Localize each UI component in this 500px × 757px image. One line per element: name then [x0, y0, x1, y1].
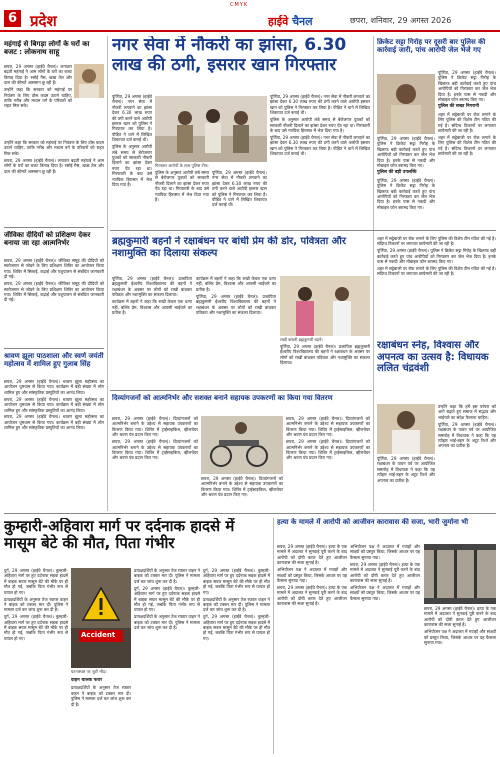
paragraph: छपरा, 29 अगस्त (हाईवे चैनल)। लगातार बढ़ती महंगाई ने आम लोगों के घरों का बजट बिगाड़ दिया है। रसोई गैस, खाद्य तेल और दाल की कीमतें आसमान छू रही हैं। — [4, 64, 72, 86]
murder-body-col2 — [350, 544, 420, 753]
mid-photo-caption: राखी बांधती ब्रह्मकुमारी बहनें। — [280, 337, 323, 342]
paragraph: पूर्णिया, 29 अगस्त (हाईवे चैनल)। पुलिस ने क्रिकेट सट्टा गिरोह के खिलाफ बड़ी कार्रवाई करते हुए पांच आरोपियों को गिरफ्तार कर जेल भेज दिया है। इनके पास से नकदी और मोबाइल फोन बरामद किए गए। — [377, 248, 496, 265]
accident-photo-label: Accident — [81, 631, 116, 639]
divyang-body-col1 — [112, 416, 198, 510]
paragraph: पूर्णिया, 29 अगस्त (हाईवे चैनल)। पुलिस ने क्रिकेट सट्टा गिरोह के खिलाफ बड़ी कार्रवाई करते हुए पांच आरोपियों को गिरफ्तार कर जेल भेज दिया है। इनके पास से नकदी और मोबाइल फोन बरामद किए गए। — [377, 136, 435, 169]
paragraph: पूर्णिया, 29 अगस्त (हाईवे चैनल)। नगर सेवा में नौकरी लगवाने का झांसा देकर 6.30 लाख रुपए की ठगी करने वाले आरोपी इसरार खान को पुलिस ने गिरफ्तार कर लिया है। पीड़ित ने थाने में लिखित शिकायत दर्ज कराई थी। — [270, 94, 370, 116]
subheading: वाहन चालक फरार — [71, 678, 103, 683]
mid-photo — [280, 276, 370, 336]
mid-headline: ब्रह्मकुमारी बहनों ने रक्षाबंधन पर बांधी प्रेम की डोर, पवित्रता और नशामुक्ति का दिलाया संकल्प — [112, 236, 346, 259]
paragraph: शहर में सट्टेबाजी पर रोक लगाने के लिए पुलिस की विशेष टीम गठित की गई है। संदिग्ध ठिकानों पर लगातार छापेमारी की जा रही है। — [377, 266, 496, 277]
paragraph: छपरा, 29 अगस्त (हाईवे चैनल)। दिव्यांगजनों को आत्मनिर्भर बनाने के उद्देश्य से सहायक उपकरणों का वितरण किया गया। शिविर में ट्राईसाइकिल, व्हीलचेयर और श्रवण यंत्र प्रदान किए गए। — [112, 416, 198, 438]
left-top-body-cont — [4, 140, 104, 225]
paragraph: पूर्णिया, 29 अगस्त (हाईवे चैनल)। पुलिस ने क्रिकेट सट्टा गिरोह के खिलाफ बड़ी कार्रवाई करते हुए पांच आरोपियों को गिरफ्तार कर जेल भेज दिया है। इनके पास से नकदी और मोबाइल फोन बरामद किए गए। — [438, 70, 496, 103]
column-rule — [107, 36, 108, 511]
raksha-body-col2 — [438, 404, 496, 510]
paragraph: छपरा, 29 अगस्त (हाईवे चैनल)। हत्या के एक मामले में अदालत ने सुनवाई पूरी करने के बाद आरोपी को दोषी करार देते हुए आजीवन कारावास की सजा सुनाई है। — [277, 584, 347, 607]
paragraph: पूर्णिया, 29 अगस्त (हाईवे चैनल)। रक्षाबंधन के पावन पर्व पर आयोजित समारोह में विधायक ने कहा कि यह त्योहार भाई-बहन के अटूट रिश्ते और अपनत्व का प्रतीक है। — [438, 421, 496, 449]
paragraph: छपरा, 29 अगस्त (हाईवे चैनल)। जीविका समूह की दीदियों को स्वरोजगार से जोड़ने के लिए प्रशिक्षण शिविर का आयोजन किया गया। शिविर में सिलाई, कढ़ाई और पशुपालन से संबंधित जानकारी दी गई। — [4, 281, 104, 303]
divyang-photo — [201, 416, 283, 474]
accident-headline: कुम्हारी-अहिवारा मार्ग पर दर्दनाक हादसे में मासूम बेटे की मौत, पिता गंभीर — [4, 518, 235, 553]
left-bottom-headline: श्रावण झूला पाठशाला और स्वर्ण जयंती महोत्सव में शामिल हुए गुलाब सिंह — [4, 352, 104, 369]
paragraph: कार्यक्रम में बहनों ने कहा कि राखी केवल एक धागा नहीं, बल्कि प्रेम, विश्वास और आपसी भाईचारे का प्रतीक है। — [196, 276, 276, 292]
brand-logo — [268, 14, 313, 29]
murder-body-col1 — [277, 544, 347, 753]
paragraph: छपरा, 29 अगस्त (हाईवे चैनल)। श्रावण झूला महोत्सव का आयोजन धूमधाम से किया गया। कार्यक्रम में बड़ी संख्या में लोग शामिल हुए और सांस्कृतिक प्रस्तुतियों का आनंद लिया। — [4, 379, 104, 395]
lead-body-col2 — [155, 170, 209, 226]
raksha-headline: रक्षाबंधन स्नेह, विश्वास और अपनत्व का उत्सव है: विधायक ललित चंद्रवंशी — [377, 340, 489, 374]
paragraph: प्रत्यक्षदर्शियों के अनुसार तेज रफ्तार वाहन ने बाइक को टक्कर मार दी। पुलिस ने मामला दर्ज कर जांच शुरू कर दी है। — [203, 596, 270, 613]
brand-part-b: चैनल — [292, 15, 313, 28]
paragraph: शहर में सट्टेबाजी पर रोक लगाने के लिए पुलिस की विशेष टीम गठित की गई है। संदिग्ध ठिकानों पर लगातार छापेमारी की जा रही है। — [438, 111, 496, 134]
paragraph: अभियोजन पक्ष ने अदालत में गवाहों और साक्ष्यों को प्रस्तुत किया, जिसके आधार पर यह फैसला सुनाया गया। — [277, 567, 347, 583]
murder-photo — [424, 544, 496, 604]
accident-body-col2 — [71, 676, 131, 753]
mid-body-col3 — [280, 344, 370, 386]
column-rule — [373, 36, 374, 236]
paragraph: छपरा, 29 अगस्त (हाईवे चैनल)। श्रावण झूला महोत्सव का आयोजन धूमधाम से किया गया। कार्यक्रम में बड़ी संख्या में लोग शामिल हुए और सांस्कृतिक प्रस्तुतियों का आनंद लिया। — [4, 414, 104, 431]
paragraph: पूर्णिया, 29 अगस्त (हाईवे चैनल)। प्रजापिता ब्रह्मकुमारी ईश्वरीय विश्वविद्यालय की बहनों ने रक्षाबंधन के अवसर पर लोगों को राखी बांधकर पवित्रता और नशामुक्ति का संकल्प दिलाया। — [196, 293, 276, 315]
divider — [110, 390, 372, 391]
subheading: पुलिस की बड़ी उपलब्धि — [377, 170, 417, 176]
paragraph: पुलिस के अनुसार आरोपी लंबे समय से बेरोजगार युवकों को सरकारी नौकरी दिलाने का झांसा देकर रुपए ऐंठ रहा था। गिरफ्तारी के बाद उसे न्यायिक हिरासत में भेज दिया गया है। — [155, 170, 209, 203]
left-top-body — [4, 64, 72, 138]
paragraph: उन्होंने कहा कि सरकार को महंगाई पर नियंत्रण के लिए ठोस कदम उठाने चाहिए, ताकि गरीब और मध्यम वर्ग के परिवारों को राहत मिल सके। — [4, 87, 72, 109]
lead-body-col3 — [212, 170, 267, 226]
paragraph: पूर्णिया, 29 अगस्त (हाईवे चैनल)। प्रजापिता ब्रह्मकुमारी ईश्वरीय विश्वविद्यालय की बहनों ने रक्षाबंधन के अवसर पर लोगों को राखी बांधकर पवित्रता और नशामुक्ति का संकल्प दिलाया। — [280, 344, 370, 366]
paragraph: दुर्ग, 29 अगस्त (हाईवे चैनल)। कुम्हारी-अहिवारा मार्ग पर हुए दर्दनाक सड़क हादसे में बाइक सवार मासूम बेटे की मौके पर ही मौत हो गई, जबकि पिता गंभीर रूप से घायल हो गए। — [4, 568, 68, 595]
paragraph: छपरा, 29 अगस्त (हाईवे चैनल)। जीविका समूह की दीदियों को स्वरोजगार से जोड़ने के लिए प्रशिक्षण शिविर का आयोजन किया गया। शिविर में सिलाई, कढ़ाई और पशुपालन से संबंधित जानकारी दी गई। — [4, 258, 104, 280]
paragraph: उन्होंने कहा कि सरकार को महंगाई पर नियंत्रण के लिए ठोस कदम उठाने चाहिए, ताकि गरीब और मध्यम वर्ग के परिवारों को राहत मिल सके। — [4, 140, 104, 156]
lead-photo — [155, 96, 267, 162]
paragraph: छपरा, 29 अगस्त (हाईवे चैनल)। दिव्यांगजनों को आत्मनिर्भर बनाने के उद्देश्य से सहायक उपकरणों का वितरण किया गया। शिविर में ट्राईसाइकिल, व्हीलचेयर और श्रवण यंत्र प्रदान किए गए। — [201, 476, 283, 498]
paragraph: छपरा, 29 अगस्त (हाईवे चैनल)। दिव्यांगजनों को आत्मनिर्भर बनाने के उद्देश्य से सहायक उपकरणों का वितरण किया गया। शिविर में ट्राईसाइकिल, व्हीलचेयर और श्रवण यंत्र प्रदान किए गए। — [286, 416, 370, 438]
accident-photo-caption: घटनास्थल पर जुटी भीड़। — [71, 669, 107, 674]
press-mark: CMYK — [230, 2, 249, 8]
right-top-headline: क्रिकेट सट्टा गिरोह पर दूसरी बार पुलिस की कार्रवाई जारी, पांच आरोपी जेल भेजे गए — [377, 38, 486, 55]
accident-body-col3 — [134, 568, 200, 753]
page-number: 6 — [4, 10, 21, 27]
paragraph: छपरा, 29 अगस्त (हाईवे चैनल)। हत्या के एक मामले में अदालत ने सुनवाई पूरी करने के बाद आरोपी को दोषी करार देते हुए आजीवन कारावास की सजा सुनाई है। — [424, 606, 496, 628]
lead-headline: नगर सेवा में नौकरी का झांसा, 6.30 लाख की ठगी, इसरार खान गिरफ्तार — [112, 36, 347, 75]
paragraph: पूर्णिया, 29 अगस्त (हाईवे चैनल)। पुलिस ने क्रिकेट सट्टा गिरोह के खिलाफ बड़ी कार्रवाई करते हुए पांच आरोपियों को गिरफ्तार कर जेल भेज दिया है। इनके पास से नकदी और मोबाइल फोन बरामद किए गए। — [377, 177, 435, 210]
paragraph: पूर्णिया, 29 अगस्त (हाईवे चैनल)। नगर सेवा में नौकरी लगवाने का झांसा देकर 6.30 लाख रुपए की ठगी करने वाले आरोपी इसरार खान को पुलिस ने गिरफ्तार कर लिया है। पीड़ित ने थाने में लिखित शिकायत दर्ज कराई थी। — [212, 170, 267, 208]
paragraph: दुर्ग, 29 अगस्त (हाईवे चैनल)। कुम्हारी-अहिवारा मार्ग पर हुए दर्दनाक सड़क हादसे में बाइक सवार मासूम बेटे की मौके पर ही मौत हो गई, जबकि पिता गंभीर रूप से घायल हो गए। — [134, 585, 200, 613]
raksha-photo — [377, 404, 435, 454]
right-top-body-col2 — [438, 70, 496, 230]
paragraph: पूर्णिया, 29 अगस्त (हाईवे चैनल)। प्रजापिता ब्रह्मकुमारी ईश्वरीय विश्वविद्यालय की बहनों ने रक्षाबंधन के अवसर पर लोगों को राखी बांधकर पवित्रता और नशामुक्ति का संकल्प दिलाया। — [112, 276, 192, 298]
paragraph: छपरा, 29 अगस्त (हाईवे चैनल)। दिव्यांगजनों को आत्मनिर्भर बनाने के उद्देश्य से सहायक उपकरणों का वितरण किया गया। शिविर में ट्राईसाइकिल, व्हीलचेयर और श्रवण यंत्र प्रदान किए गए। — [112, 439, 198, 461]
mid-body-col2 — [196, 276, 276, 386]
paragraph: कार्यक्रम में बहनों ने कहा कि राखी केवल एक धागा नहीं, बल्कि प्रेम, विश्वास और आपसी भाईचारे का प्रतीक है। — [112, 299, 192, 315]
paragraph: अभियोजन पक्ष ने अदालत में गवाहों और साक्ष्यों को प्रस्तुत किया, जिसके आधार पर यह फैसला सुनाया गया। — [424, 629, 496, 645]
paragraph: छपरा, 29 अगस्त (हाईवे चैनल)। लगातार बढ़ती महंगाई ने आम लोगों के घरों का बजट बिगाड़ दिया है। रसोई गैस, खाद्य तेल और दाल की कीमतें आसमान छू रही हैं। — [4, 157, 104, 174]
sidebar-title: पुलिस की सख्त निगरानी — [438, 104, 479, 110]
dateline: छपरा, शनिवार, 29 अगस्त 2026 — [350, 16, 452, 25]
paragraph: प्रत्यक्षदर्शियों के अनुसार तेज रफ्तार वाहन ने बाइक को टक्कर मार दी। पुलिस ने मामला दर्ज कर जांच शुरू कर दी है। — [134, 614, 200, 631]
left-top-photo — [74, 64, 104, 98]
accident-body-col1 — [4, 568, 68, 753]
paragraph: शहर में सट्टेबाजी पर रोक लगाने के लिए पुलिस की विशेष टीम गठित की गई है। संदिग्ध ठिकानों पर लगातार छापेमारी की जा रही है। — [377, 236, 496, 247]
paragraph: पूर्णिया, 29 अगस्त (हाईवे चैनल)। नगर सेवा में नौकरी लगवाने का झांसा देकर 6.30 लाख रुपए की ठगी करने वाले आरोपी इसरार खान को पुलिस ने गिरफ्तार कर लिया है। पीड़ित ने थाने में लिखित शिकायत दर्ज कराई थी। — [112, 94, 152, 143]
paragraph: अभियोजन पक्ष ने अदालत में गवाहों और साक्ष्यों को प्रस्तुत किया, जिसके आधार पर यह फैसला सुनाया गया। — [350, 584, 420, 601]
divyang-body-col2 — [201, 476, 283, 510]
right-top-body-col1 — [377, 136, 435, 230]
lead-photo-caption: गिरफ्तार आरोपी के साथ पुलिस टीम। — [155, 163, 209, 168]
divider — [110, 230, 496, 231]
right-top-photo — [377, 74, 435, 134]
paragraph: प्रत्यक्षदर्शियों के अनुसार तेज रफ्तार वाहन ने बाइक को टक्कर मार दी। पुलिस ने मामला दर्ज कर जांच शुरू कर दी है। — [134, 568, 200, 584]
masthead — [0, 8, 500, 32]
paragraph: दुर्ग, 29 अगस्त (हाईवे चैनल)। कुम्हारी-अहिवारा मार्ग पर हुए दर्दनाक सड़क हादसे में बाइक सवार मासूम बेटे की मौके पर ही मौत हो गई, जबकि पिता गंभीर रूप से घायल हो गए। — [4, 614, 68, 641]
paragraph: दुर्ग, 29 अगस्त (हाईवे चैनल)। कुम्हारी-अहिवारा मार्ग पर हुए दर्दनाक सड़क हादसे में बाइक सवार मासूम बेटे की मौके पर ही मौत हो गई, जबकि पिता गंभीर रूप से घायल हो गए। — [203, 568, 270, 595]
paragraph: दुर्ग, 29 अगस्त (हाईवे चैनल)। कुम्हारी-अहिवारा मार्ग पर हुए दर्दनाक सड़क हादसे में बाइक सवार मासूम बेटे की मौके पर ही मौत हो गई, जबकि पिता गंभीर रूप से घायल हो गए। — [203, 614, 270, 641]
murder-body-col3 — [424, 606, 496, 753]
paragraph: शहर में सट्टेबाजी पर रोक लगाने के लिए पुलिस की विशेष टीम गठित की गई है। संदिग्ध ठिकानों पर लगातार छापेमारी की जा रही है। — [438, 134, 496, 157]
paragraph: उन्होंने कहा कि हमें इस परंपरा को आगे बढ़ाते हुए समाज में सद्भाव और भाईचारे का संदेश फैलाना चाहिए। — [438, 404, 496, 420]
paragraph: छपरा, 29 अगस्त (हाईवे चैनल)। दिव्यांगजनों को आत्मनिर्भर बनाने के उद्देश्य से सहायक उपकरणों का वितरण किया गया। शिविर में ट्राईसाइकिल, व्हीलचेयर और श्रवण यंत्र प्रदान किए गए। — [286, 439, 370, 461]
divider — [4, 227, 104, 228]
brand-part-a: हाईवे — [268, 15, 289, 28]
left-mid-body — [4, 258, 104, 346]
paragraph: छपरा, 29 अगस्त (हाईवे चैनल)। श्रावण झूला महोत्सव का आयोजन धूमधाम से किया गया। कार्यक्रम में बड़ी संख्या में लोग शामिल हुए और सांस्कृतिक प्रस्तुतियों का आनंद लिया। — [4, 396, 104, 413]
murder-headline: हत्या के मामले में आरोपी को आजीवन कारावास की सजा, भारी जुर्माना भी — [277, 518, 469, 526]
mid-body-col1 — [112, 276, 192, 386]
paragraph: पुलिस के अनुसार आरोपी लंबे समय से बेरोजगार युवकों को सरकारी नौकरी दिलाने का झांसा देकर रुपए ऐंठ रहा था। गिरफ्तारी के बाद उसे न्यायिक हिरासत में भेज दिया गया है। — [270, 117, 370, 133]
paragraph: अभियोजन पक्ष ने अदालत में गवाहों और साक्ष्यों को प्रस्तुत किया, जिसके आधार पर यह फैसला सुनाया गया। — [350, 544, 420, 560]
paragraph: पूर्णिया, 29 अगस्त (हाईवे चैनल)। नगर सेवा में नौकरी लगवाने का झांसा देकर 6.30 लाख रुपए की ठगी करने वाले आरोपी इसरार खान को पुलिस ने गिरफ्तार कर लिया है। पीड़ित ने थाने में लिखित शिकायत दर्ज कराई थी। — [270, 134, 370, 157]
paragraph: छपरा, 29 अगस्त (हाईवे चैनल)। हत्या के एक मामले में अदालत ने सुनवाई पूरी करने के बाद आरोपी को दोषी करार देते हुए आजीवन कारावास की सजा सुनाई है। — [277, 544, 347, 566]
raksha-body-col1 — [377, 456, 435, 510]
paragraph: प्रत्यक्षदर्शियों के अनुसार तेज रफ्तार वाहन ने बाइक को टक्कर मार दी। पुलिस ने मामला दर्ज कर जांच शुरू कर दी है। — [4, 596, 68, 613]
lead-body-col4 — [270, 94, 370, 226]
accident-body-col4 — [203, 568, 270, 753]
left-bottom-body — [4, 379, 104, 509]
page-section: प्रदेश — [30, 12, 57, 30]
left-mid-headline: जीविका दीदियों को प्रशिक्षण देकर बनाया जा रहा आत्मनिर्भर — [4, 231, 91, 248]
left-top-headline: महंगाई से बिगड़ा लोगों के घरों का बजट : लोकनाथ साहू — [4, 40, 90, 57]
divider — [4, 348, 104, 349]
column-rule — [273, 518, 274, 754]
paragraph: पुलिस के अनुसार आरोपी लंबे समय से बेरोजगार युवकों को सरकारी नौकरी दिलाने का झांसा देकर रुपए ऐंठ रहा था। गिरफ्तारी के बाद उसे न्यायिक हिरासत में भेज दिया गया है। — [112, 144, 152, 187]
divyang-body-col3 — [286, 416, 370, 510]
divyang-headline: दिव्यांगजनों को आत्मनिर्भर और सशक्त बनाने सहायक उपकरणों का किया गया वितरण — [112, 394, 333, 402]
paragraph: छपरा, 29 अगस्त (हाईवे चैनल)। हत्या के एक मामले में अदालत ने सुनवाई पूरी करने के बाद आरोपी को दोषी करार देते हुए आजीवन कारावास की सजा सुनाई है। — [350, 561, 420, 583]
lead-body-col1 — [112, 94, 152, 224]
paragraph: प्रत्यक्षदर्शियों के अनुसार तेज रफ्तार वाहन ने बाइक को टक्कर मार दी। पुलिस ने मामला दर्ज कर जांच शुरू कर दी है। — [71, 685, 131, 707]
paragraph: पूर्णिया, 29 अगस्त (हाईवे चैनल)। रक्षाबंधन के पावन पर्व पर आयोजित समारोह में विधायक ने कहा कि यह त्योहार भाई-बहन के अटूट रिश्ते और अपनत्व का प्रतीक है। — [377, 456, 435, 483]
column-rule — [373, 236, 374, 511]
accident-photo — [71, 568, 131, 668]
divider — [4, 513, 496, 514]
right-mid-body — [377, 236, 496, 336]
